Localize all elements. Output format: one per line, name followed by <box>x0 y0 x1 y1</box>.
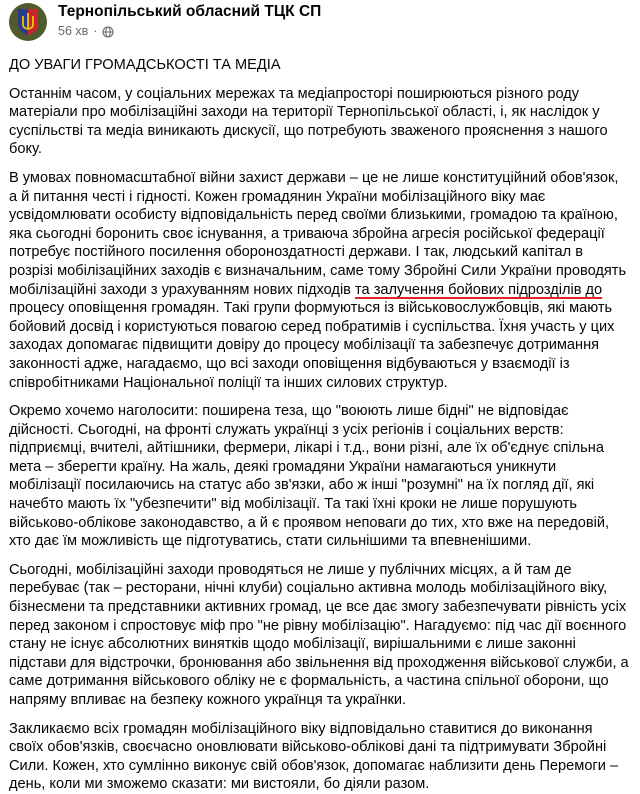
globe-icon[interactable] <box>102 26 114 38</box>
post-body <box>9 56 630 794</box>
paragraph-2 <box>9 169 630 392</box>
paragraph-4: Сьогодні, мобілізаційні заходи проводяться не лише у публічних місцях, а й там де перебуває (так – ресторани, нічні клуби) соціально активна молодь мобілізаційного віку, бізнесмени та представники активних громад, це все дає змогу забезпечувати рівність усіх перед законом і спростовує міф про "не рівну мобілізацію". Нагадуємо: під час дії воєнного стану не існує абсолютних винятків щодо мобілізації, вирішальними є лише законні підстави для відстрочки, бронювання або звільнення від проходження військової служби, а саме дотримання військового обліку не є формальність, а частина спільної оборони, що напряму впливає на безпеку кожного українця та українки. <box>9 561 629 708</box>
underlined-phrase: та залучення бойових підрозділів до <box>355 281 603 298</box>
paragraph-5: Закликаємо всіх громадян мобілізаційного віку відповідально ставитися до виконання своїх обов'язків, своєчасно оновлювати військово-облікові дані та підтримувати Збройні Сили. Кожен, хто сумлінно виконує свій обов'язок, допомагає наблизити день Перемоги – день, коли ми зможемо сказати: ми вистояли, бо діяли разом. <box>9 720 619 793</box>
header-text <box>58 2 321 40</box>
page-avatar[interactable] <box>9 3 47 41</box>
post-timestamp[interactable]: 56 хв <box>58 24 89 38</box>
paragraph-2-text-end: процесу оповіщення громадян. Такі групи формуються із військовослужбовців, які мають бойовий досвід і користуються повагою серед побратимів і суспільства. Їхня участь у цих заходах допомагає підвищити довіру до процесу мобілізації та забезпечує дотримання законності адже, нагадаємо, що всі заходи оповіщення відбуваються у взаємодії із співробітниками Національної поліції та інших силових структур. <box>9 300 615 391</box>
paragraph-2-text-start: В умовах повномасштабної війни захист держави – це не лише конституційний обов'язок, а й питання честі і гідності. Кожен громадянин України мобілізаційного віку має усвідомлювати особисту відповідальність перед своїми близькими, громадою та країною, яка сьогодні боронить своє існування, а триваюча збройна агресія російської федерації потребує постійного посилення обороноздатності держави. І так, людський капітал в розрізі мобілізаційних заходів є визначальним, саме тому Збройні Сили України проводять мобілізаційні заходи з урахуванням нових підходів <box>9 169 627 298</box>
post-meta <box>58 23 321 40</box>
post-header <box>9 0 630 56</box>
paragraph-3: Окремо хочемо наголосити: поширена теза, що "воюють лише бідні" не відповідає дійсності. Сьогодні, на фронті служать українці з усіх регіонів і соціальних верств: підприємці, вчителі, айтішники, фермери, лікарі і т.д., вони різні, але їх об'єднує спільна мета – зберегти країну. На жаль, деякі громадяни України намагаються уникнути мобілізації посилаючись на статус або зв'язки, або ж інші "розумні" на їх погляд дії, які начебто мають їх "убезпечити" від мобілізації. Та такі їхні кроки не лише порушують військово-облікове законодавство, а й є проявом неповаги до тих, хто вже на передовій, хто дає їм можливість ще підготуватись, стати сильнішими та впевненішими. <box>9 403 610 550</box>
page-name-link[interactable]: Тернопільський обласний ТЦК СП <box>58 3 322 20</box>
trident-emblem-icon <box>15 7 41 37</box>
meta-separator: · <box>93 24 98 38</box>
paragraph-1: Останнім часом, у соціальних мережах та медіапросторі поширюються різного роду матеріали про мобілізаційні заходи на території Тернопільської області, і, як наслідок у суспільстві та медіа виникають дискусії, що потребують зваженого прояснення з нашого боку. <box>9 85 608 158</box>
post-title: ДО УВАГИ ГРОМАДСЬКОСТІ ТА МЕДІА <box>9 57 281 73</box>
